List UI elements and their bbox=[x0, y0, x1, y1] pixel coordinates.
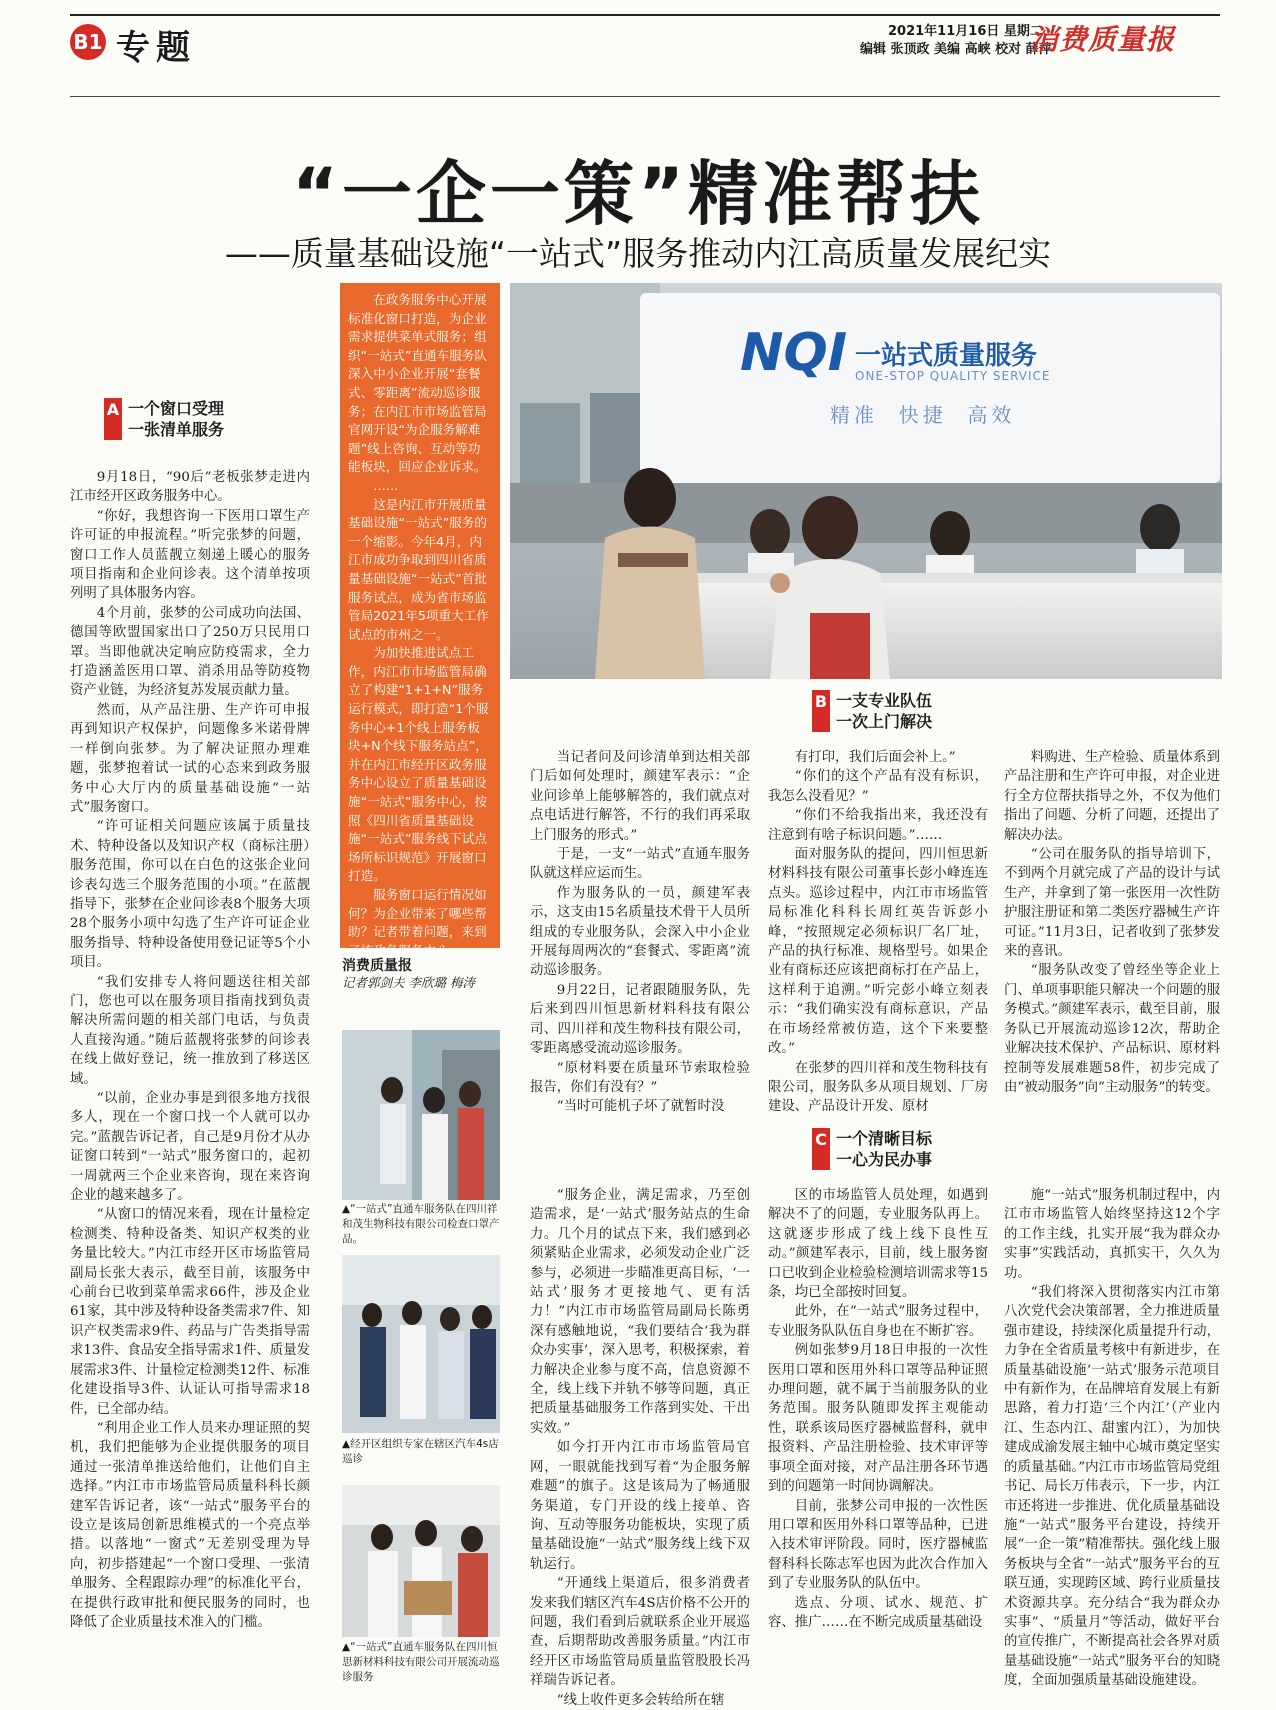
photo-2 bbox=[342, 1255, 500, 1433]
body-paragraph: “许可证相关问题应该属于质量技术、特种设备以及知识产权（商标注册）服务范围，你可以在白色的这张企业问诊表勾选三个服务范围的小项。”在蓝靓指导下，张梦在企业问诊表8个服务大项28个服务小项中勾选了生产许可证企业服务指导、特种设备使用登记证等5个小项目。 bbox=[70, 819, 310, 971]
body-paragraph: “你好，我想咨询一下医用口罩生产许可证的申报流程。”听完张梦的问题，窗口工作人员蓝靓立刻递上暖心的服务项目指南和企业问诊表。这个清单按项列明了具体服务内容。 bbox=[70, 508, 310, 602]
body-paragraph: 例如张梦9月18日申报的一次性医用口罩和医用外科口罩等品种证照办理问题，就不属于当前服务队的业务范围。服务队随即发挥主观能动性，联系该局医疗器械监督科，就申报资料、产品注册检验、技术审评等事项全面对接，对产品注册各环节遇到的问题第一时间协调解决。 bbox=[768, 1343, 988, 1495]
body-paragraph: “你们不给我指出来，我还没有注意到有啥子标识问题。”…… bbox=[768, 808, 988, 843]
section-b-head bbox=[812, 690, 932, 732]
header-date: 2021年11月16日 星期二 bbox=[888, 24, 1043, 39]
byline-authors: 记者郭剑夫 李欣璐 梅涛 bbox=[342, 975, 475, 990]
body-paragraph: “线上收件更多会转给所在辖 bbox=[556, 1692, 725, 1708]
column-5 bbox=[1004, 748, 1220, 1120]
body-paragraph: “你们的这个产品有没有标识，我怎么没看见？” bbox=[768, 769, 988, 804]
body-paragraph: 有打印，我们后面会补上。” bbox=[794, 750, 956, 765]
sign-text: 一站式质量服务 bbox=[855, 341, 1038, 371]
body-paragraph: 面对服务队的提问，四川恒思新材料科技有限公司董事长彭小峰连连点头。巡诊过程中，内江市市场监管局标准化科科长周红英告诉彭小峰，“按照规定必须标识厂名厂址，产品的执行标准、规格型号。如果企业有商标还应该把商标打在产品上，这样利于追溯。”听完彭小峰立刻表示：“我们确实没有商标意识，产品在市场经常被仿造，这个下来要整改。” bbox=[768, 847, 988, 1057]
nqi-logo: NQI bbox=[740, 323, 848, 383]
column-4 bbox=[768, 748, 988, 1120]
intro-box bbox=[340, 283, 500, 958]
section-c-line2: 一心为民办事 bbox=[836, 1150, 933, 1169]
body-paragraph: “服务企业，满足需求，乃至创造需求，是‘一站式’服务站点的生命力。几个月的试点下来，我们感到必须紧贴企业需求，必须发动企业广泛参与，必须进一步瞄准更高目标，‘一站式’服务才更接地气、更有活力！”内江市市场监管局副局长陈勇深有感触地说，“我们要结合‘我为群众办实事’，深入思考，积极探索，着力解决企业参与度不高，信息资源不全，线上线下并轨不够等问题，真正把质量基础服务工作落到实处、干出实效。” bbox=[530, 1188, 750, 1436]
top-rule bbox=[70, 14, 1220, 16]
body-paragraph: 此外，在“一站式”服务过程中，专业服务队队伍自身也在不断扩容。 bbox=[768, 1304, 988, 1339]
column-4-lower bbox=[768, 1186, 988, 1690]
section-c-letter: C bbox=[812, 1128, 830, 1170]
body-paragraph: “我们安排专人将问题送往相关部门，您也可以在服务项目指南找到负责解决所需问题的相关部门电话，与负责人直接沟通。”随后蓝靓将张梦的问诊表在线上做好登记，统一推放到了移送区域。 bbox=[70, 974, 310, 1087]
body-paragraph: “从窗口的情况来看，现在计量检定检测类、特种设备类、知识产权类的业务量比较大。”内江市经开区市场监管局副局长张大表示，截至目前，该服务中心前台已收到菜单需求66件，涉及企业61家，其中涉及特种设备类需求7件、知识产权类需求9件、药品与广告类指导需求13件、食品安全指导需求1件、质量发展需求3件、计量检定检测类12件、标准化建设指导3件、认证认可指导需求18件，已全部办结。 bbox=[70, 1207, 310, 1417]
body-paragraph: 区的市场监管人员处理，如遇到解决不了的问题，专业服务队再上。这就逐步形成了线上线下良性互动。”颜建军表示，目前，线上服务窗口已收到企业检验检测培训需求等15条，均已全部按时回复。 bbox=[768, 1188, 988, 1301]
body-paragraph: 施“一站式”服务机制过程中，内江市市场监管人始终坚持这12个字的工作主线，扎实开展“我为群众办实事”实践活动，真抓实干，久久为功。 bbox=[1004, 1188, 1220, 1281]
body-paragraph: 于是，一支“一站式”直通车服务队就这样应运而生。 bbox=[530, 847, 750, 882]
page-badge: B1 bbox=[70, 24, 106, 60]
intro-paragraph: 在政务服务中心开展标准化窗口打造，为企业需求提供菜单式服务；组织“一站式”直通车服务队深入中小企业开展“套餐式、零距离”流动巡诊服务；在内江市市场监管局官网开设“为企服务解难题”线上咨询、互动等功能板块，回应企业诉求。 bbox=[348, 292, 487, 475]
section-a-line1: 一个窗口受理 bbox=[128, 399, 225, 418]
column-3 bbox=[530, 748, 750, 1120]
masthead-logo: 消费质量报 bbox=[1030, 23, 1176, 56]
section-b-line2: 一次上门解决 bbox=[836, 712, 933, 731]
body-paragraph: 4个月前，张梦的公司成功向法国、德国等欧盟国家出口了250万只民用口罩。当即他就决定响应防疫需求，全力打造涵盖医用口罩、消杀用品等防疫物资产业链，为经济复苏发展贡献力量。 bbox=[70, 605, 310, 699]
body-paragraph: “利用企业工作人员来办理证照的契机，我们把能够为企业提供服务的项目通过一张清单推送给他们，让他们自主选择。”内江市市场监管局质量科科长颜建军告诉记者，该“一站式”服务平台的设立是该局创新思维模式的一个亮点举措。以落地“一窗式”无差别受理为导向，初步搭建起“一个窗口受理、一张清单服务、全程跟踪办理”的标准化平台，在提供行政审批和便民服务的同时，也降低了企业质量技术准入的门槛。 bbox=[70, 1420, 310, 1630]
section-a-letter: A bbox=[104, 398, 122, 440]
body-paragraph: “原材料要在质量环节索取检验报告，你们有没有？” bbox=[530, 1060, 750, 1095]
body-paragraph: 在张梦的四川祥和茂生物科技有限公司，服务队多从项目规划、厂房建设、产品设计开发、原材 bbox=[768, 1060, 988, 1115]
section-c-head bbox=[812, 1128, 932, 1170]
body-paragraph: 如今打开内江市市场监管局官网，一眼就能找到写着“为企服务解难题”的旗子。这是该局为了畅通服务渠道，专门开设的线上接单、咨询、互动等服务功能板块，实现了质量基础设施“一站式”服务线上线下双轨运行。 bbox=[530, 1440, 750, 1572]
photo-3 bbox=[342, 1485, 500, 1637]
body-paragraph: “当时可能机子坏了就暂时没 bbox=[556, 1099, 725, 1115]
sign-english: ONE-STOP QUALITY SERVICE bbox=[855, 369, 1051, 383]
body-paragraph: “开通线上渠道后，很多消费者发来我们辖区汽车4S店价格不公开的问题，我们看到后就联系企业开展巡查，后期帮助改善服务质量。”内江市经开区市场监管局质量监管股股长冯祥瑞告诉记者。 bbox=[530, 1576, 750, 1689]
sign-slogan: 精准 快捷 高效 bbox=[830, 403, 1016, 427]
section-c-line1: 一个清晰目标 bbox=[836, 1129, 933, 1148]
section-b-line1: 一支专业队伍 bbox=[836, 691, 933, 710]
photo-1 bbox=[342, 1030, 500, 1200]
section-a-head bbox=[104, 398, 224, 440]
column-5-lower bbox=[1004, 1186, 1220, 1690]
body-paragraph: “服务队改变了曾经坐等企业上门、单项事职能只解决一个问题的服务模式。”颜建军表示，截至目前，服务队已开展流动巡诊12次，帮助企业解决技术保护、产品标识、原材料控制等发展难题58件，初步完成了由“被动服务”向“主动服务”的转变。 bbox=[1004, 963, 1220, 1095]
column-3-lower bbox=[530, 1186, 750, 1708]
body-paragraph: “以前，企业办事是到很多地方找很多人，现在一个窗口找一个人就可以办完。”蓝靓告诉记者，自己是9月份才从办证窗口转到“一站式”服务窗口的，起初一周就两三个企业来咨询，现在来咨询企业的越来越多了。 bbox=[70, 1091, 310, 1204]
header-rule bbox=[70, 96, 1220, 97]
section-name: 专题 bbox=[116, 28, 196, 68]
body-paragraph: 目前，张梦公司申报的一次性医用口罩和医用外科口罩等品种，已进入技术审评阶段。同时，医疗器械监督科科长陈志军也因为此次合作加入到了专业服务队的队伍中。 bbox=[768, 1498, 988, 1592]
article-subtitle: ——质量基础设施“一站式”服务推动内江高质量发展纪实 bbox=[224, 234, 1052, 273]
body-paragraph: 然而，从产品注册、生产许可申报再到知识产权保护，问题像多米诺骨牌一样倒向张梦。为了解决证照办理难题，张梦抱着试一试的心态来到政务服务中心大厅内的质量基础设施“一站式”服务窗口。 bbox=[70, 702, 310, 815]
photo-3-caption: ▲“一站式”直通车服务队在四川恒思新材料科技有限公司开展流动巡诊服务 bbox=[342, 1641, 500, 1683]
body-paragraph: 9月22日，记者跟随服务队，先后来到四川恒思新材料科技有限公司、四川祥和茂生物科技有限公司，零距离感受流动巡诊服务。 bbox=[530, 982, 750, 1057]
body-paragraph: “公司在服务队的指导培训下，不到两个月就完成了产品的设计与试生产，并拿到了第一张医用一次性防护服注册证和第二类医疗器械生产许可证。”11月3日，记者收到了张梦发来的喜讯。 bbox=[1004, 847, 1220, 960]
section-b-letter: B bbox=[812, 690, 830, 732]
body-paragraph: 当记者问及问诊清单到达相关部门后如何处理时，颜建军表示：“企业问诊单上能够解答的，我们就点对点电话进行解答，不行的我们再采取上门服务的形式。” bbox=[530, 750, 750, 843]
article-title: “一企一策”精准帮扶 bbox=[291, 153, 984, 235]
body-paragraph: 9月18日，“90后”老板张梦走进内江市经开区政务服务中心。 bbox=[70, 470, 310, 505]
body-paragraph: 作为服务队的一员，颜建军表示，这支由15名质量技术骨干人员所组成的专业服务队，会深入中小企业开展每周两次的“套餐式、零距离”流动巡诊服务。 bbox=[530, 885, 750, 979]
intro-paragraph: …… bbox=[373, 477, 399, 493]
intro-paragraph: 这是内江市开展质量基础设施“一站式”服务的一个缩影。今年4月，内江市成功争取到四川省质量基础设施“一站式”首批服务试点，成为省市场监管局2021年5项重大工作试点的市州之一。 bbox=[348, 496, 489, 642]
section-a-line2: 一张清单服务 bbox=[128, 420, 225, 439]
byline-paper: 消费质量报 bbox=[342, 958, 412, 974]
intro-paragraph: 为加快推进试点工作，内江市市场监管局确立了构建“1+1+N”服务运行模式，即打造“1个服务中心+1个线上服务板块+N个线下服务站点”，并在内江市经开区政务服务中心设立了质量基础设施“一站式”服务中心，按照《四川省质量基础设施“一站式”服务线下试点场所标识规范》开展窗口打造。 bbox=[348, 645, 489, 884]
photo-1-caption: ▲“一站式”直通车服务队在四川祥和茂生物科技有限公司检查口罩产品。 bbox=[342, 1203, 500, 1245]
body-paragraph: “我们将深入贯彻落实内江市第八次党代会决策部署，全力推进质量强市建设，持续深化质量提升行动，力争在全省质量考核中有新进步，在质量基础设施‘一站式’服务示范项目中有新作为，在品牌培育发展上有新思路，着力打造‘三个内江’（产业内江、生态内江、甜蜜内江），为加快建成成渝发展主轴中心城市奠定坚实的质量基础。”内江市市场监管局党组书记、局长万伟表示，下一步，内江市还将进一步推进、优化质量基础设施“一站式”服务平台建设，持续开展“一企一策”精准帮扶。强化线上服务板块与全省“一站式”服务平台的互联互通，实现跨区域、跨行业质量技术资源共享。充分结合“我为群众办实事”、“质量月”等活动，做好平台的宣传推广，不断提高社会各界对质量基础设施“一站式”服务平台的知晓度，全面加强质量基础设施建设。 bbox=[1004, 1285, 1220, 1689]
body-paragraph: 选点、分项、试水、规范、扩容、推广……在不断完成质量基础设 bbox=[768, 1595, 988, 1630]
photo-2-caption: ▲经开区组织专家在辖区汽车4s店巡诊 bbox=[342, 1438, 499, 1465]
hero-photo bbox=[510, 283, 1222, 679]
body-paragraph: 料购进、生产检验、质量体系到产品注册和生产许可申报，对企业进行全方位帮扶指导之外，不仅为他们指出了问题、分析了问题，还提出了解决办法。 bbox=[1004, 750, 1220, 843]
column-1 bbox=[70, 468, 310, 1690]
intro-paragraph: 服务窗口运行情况如何？为企业带来了哪些帮助？记者带着问题，来到了该政务服务中心。 bbox=[348, 887, 487, 958]
header-editors: 编辑 张顶政 美编 高峡 校对 薛萍 bbox=[860, 42, 1052, 57]
